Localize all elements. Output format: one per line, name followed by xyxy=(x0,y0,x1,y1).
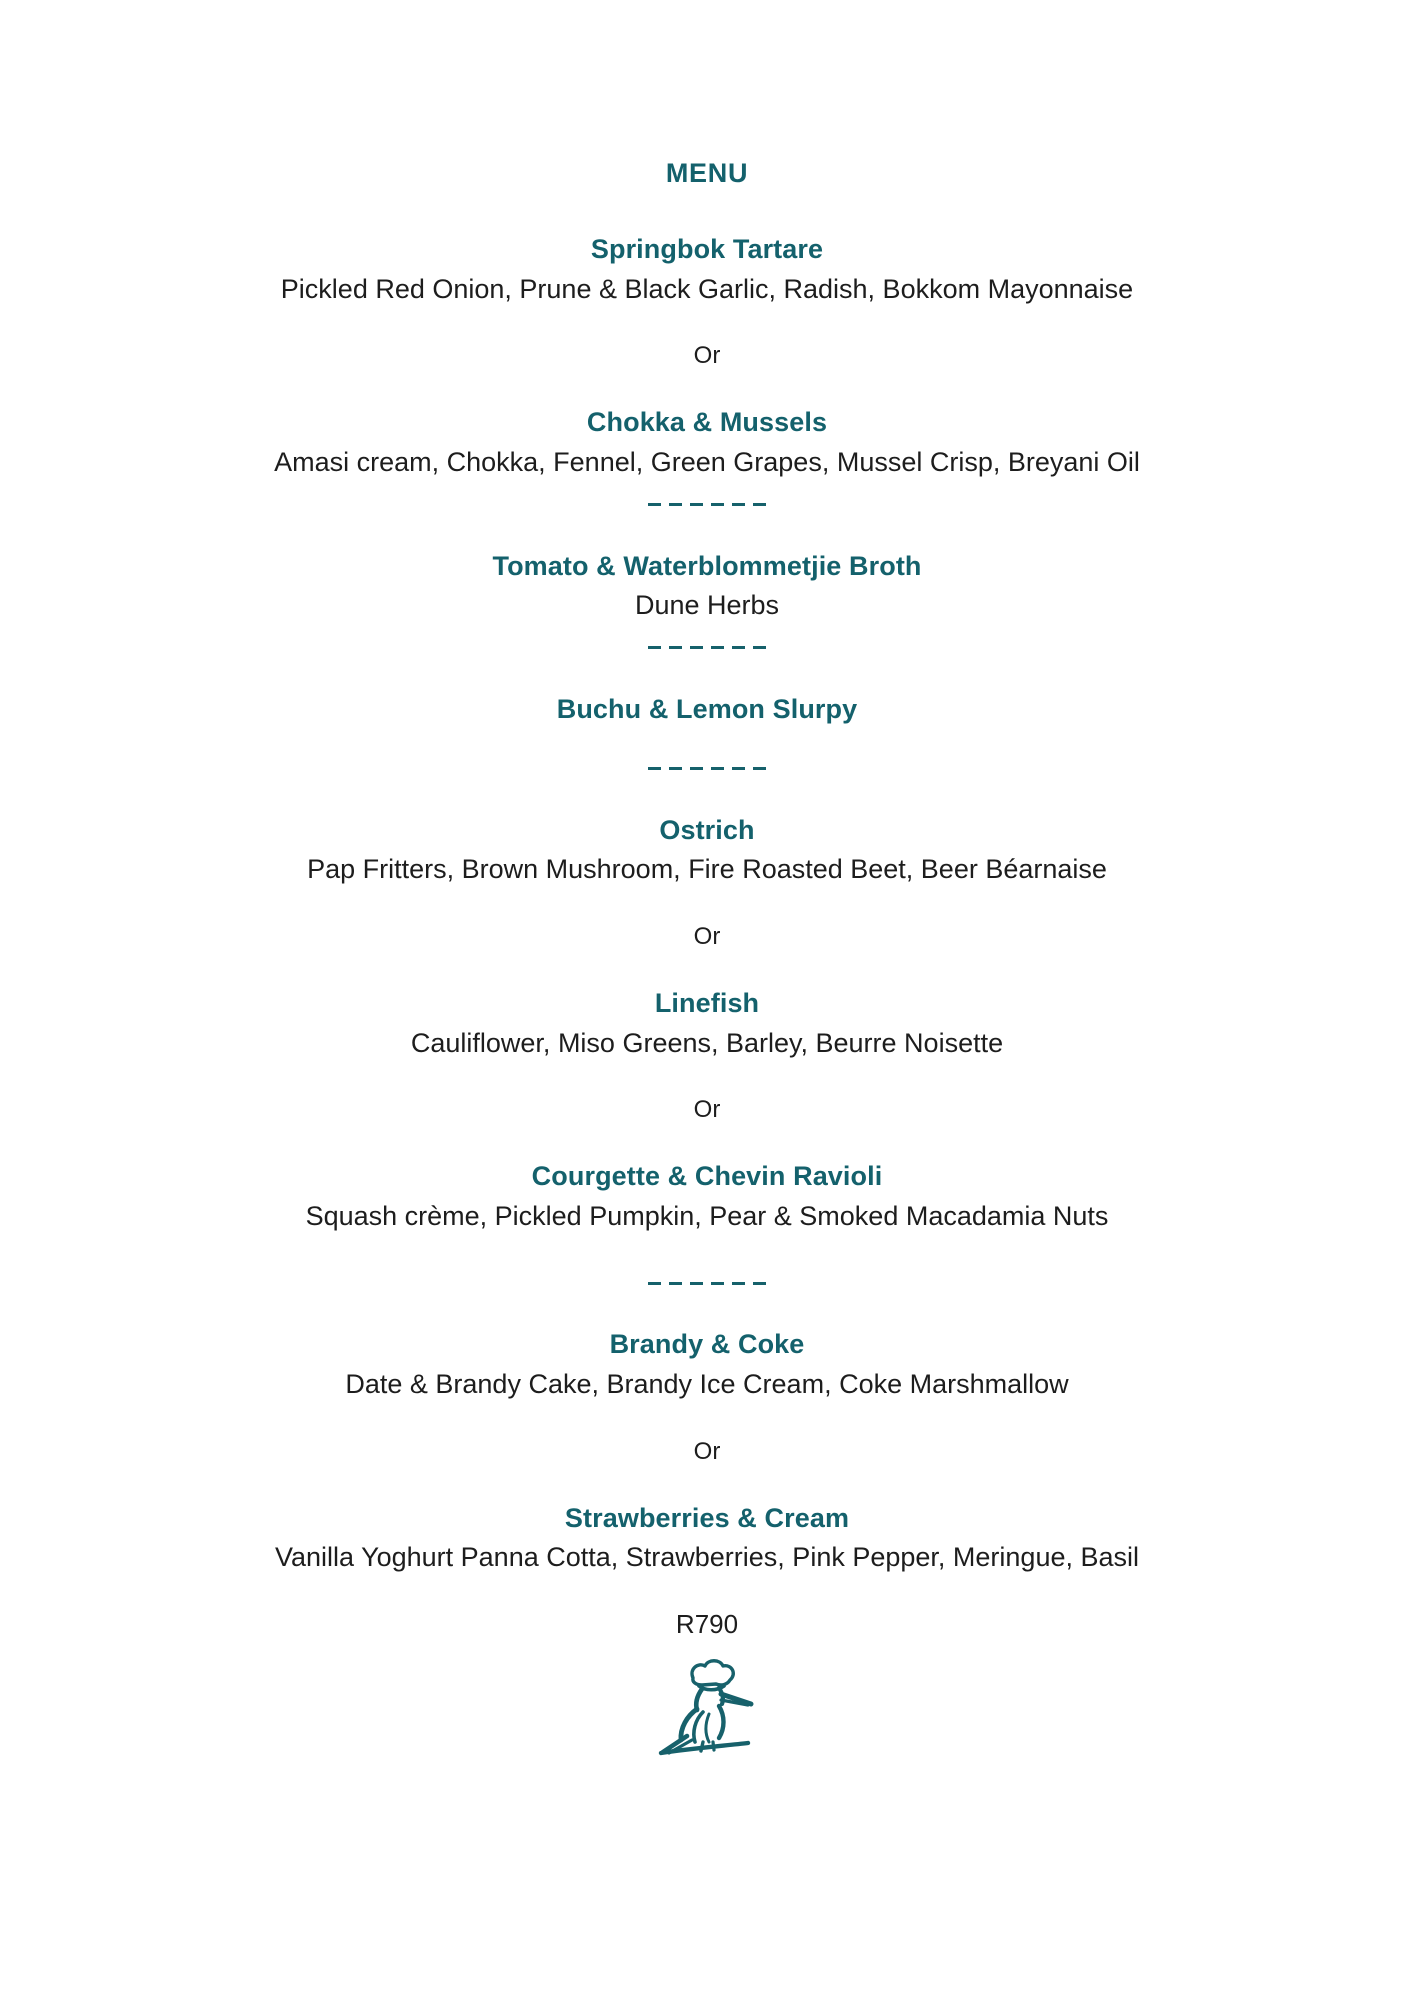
dish-tomato-waterblommetjie-broth xyxy=(120,551,1294,622)
spacer xyxy=(120,1640,1294,1654)
chef-bird-icon xyxy=(647,1654,767,1759)
divider-dash xyxy=(711,646,724,649)
divider-dash xyxy=(690,767,703,770)
spacer xyxy=(120,1401,1294,1438)
dish-description: Amasi cream, Chokka, Fennel, Green Grapes, Mussel Crisp, Breyani Oil xyxy=(274,447,1140,478)
or-separator: Or xyxy=(693,1437,721,1465)
spacer xyxy=(120,886,1294,923)
dish-name: Springbok Tartare xyxy=(590,234,824,264)
dish-brandy-coke xyxy=(120,1329,1294,1400)
divider-dash xyxy=(669,1282,682,1285)
dish-name: Ostrich xyxy=(659,814,755,845)
divider-dash xyxy=(732,1282,745,1285)
spacer xyxy=(120,951,1294,988)
course-soup xyxy=(120,551,1294,622)
menu-price: R790 xyxy=(675,1608,739,1639)
divider-dash xyxy=(648,1282,661,1285)
dish-description: Squash crème, Pickled Pumpkin, Pear & Smoked Macadamia Nuts xyxy=(305,1200,1109,1231)
restaurant-logo xyxy=(120,1654,1294,1759)
course-divider xyxy=(120,1270,1294,1296)
spacer xyxy=(120,1574,1294,1609)
dish-name: Buchu & Lemon Slurpy xyxy=(556,693,858,724)
divider-dash xyxy=(669,767,682,770)
dish-description: Pickled Red Onion, Prune & Black Garlic, Radish, Bokkom Mayonnaise xyxy=(280,273,1134,304)
or-separator: Or xyxy=(693,342,721,370)
dish-name: Brandy & Coke xyxy=(609,1329,805,1360)
divider-dash xyxy=(753,503,766,506)
dish-name: Chokka & Mussels xyxy=(586,407,828,438)
page-title: MENU xyxy=(665,158,749,188)
course-starter xyxy=(120,234,1294,479)
dish-description: Pap Fritters, Brown Mushroom, Fire Roasted Beet, Beer Béarnaise xyxy=(307,854,1107,885)
divider-dash xyxy=(648,503,661,506)
divider-dash xyxy=(669,646,682,649)
divider-dash xyxy=(732,767,745,770)
dish-courgette-chevin-ravioli xyxy=(120,1161,1294,1232)
course-dessert xyxy=(120,1329,1294,1574)
dish-chokka-mussels xyxy=(120,407,1294,478)
divider-dash xyxy=(753,1282,766,1285)
dish-name: Courgette & Chevin Ravioli xyxy=(531,1161,883,1192)
dish-description: Cauliflower, Miso Greens, Barley, Beurre Noisette xyxy=(410,1027,1004,1058)
spacer xyxy=(120,1232,1294,1270)
divider-dash xyxy=(753,646,766,649)
spacer xyxy=(120,518,1294,551)
divider-dash xyxy=(711,1282,724,1285)
spacer xyxy=(120,1124,1294,1161)
dish-description: Vanilla Yoghurt Panna Cotta, Strawberries, Pink Pepper, Meringue, Basil xyxy=(275,1542,1139,1573)
dish-strawberries-cream xyxy=(120,1503,1294,1574)
dish-name: Linefish xyxy=(654,987,760,1018)
spacer xyxy=(120,479,1294,492)
dish-name: Strawberries & Cream xyxy=(564,1502,850,1533)
divider-dash xyxy=(711,503,724,506)
course-palate-cleanser xyxy=(120,694,1294,726)
spacer xyxy=(120,1466,1294,1503)
or-separator: Or xyxy=(693,1096,721,1124)
spacer xyxy=(120,726,1294,756)
course-divider xyxy=(120,756,1294,782)
spacer xyxy=(120,370,1294,407)
divider-dash xyxy=(690,503,703,506)
dish-description: Dune Herbs xyxy=(634,590,780,621)
dish-description: Date & Brandy Cake, Brandy Ice Cream, Coke Marshmallow xyxy=(345,1369,1069,1400)
dish-name: Tomato & Waterblommetjie Broth xyxy=(492,550,922,581)
divider-dash xyxy=(648,767,661,770)
course-divider xyxy=(120,635,1294,661)
divider-dash xyxy=(648,646,661,649)
divider-dash xyxy=(690,646,703,649)
course-main xyxy=(120,815,1294,1233)
spacer xyxy=(120,1296,1294,1329)
spacer xyxy=(120,622,1294,635)
spacer xyxy=(120,305,1294,342)
dish-springbok-tartare xyxy=(120,234,1294,305)
dish-buchu-lemon-slurpy xyxy=(120,694,1294,726)
divider-dash xyxy=(732,503,745,506)
dish-linefish xyxy=(120,988,1294,1059)
dish-ostrich xyxy=(120,815,1294,886)
divider-dash xyxy=(732,646,745,649)
divider-dash xyxy=(711,767,724,770)
course-divider xyxy=(120,492,1294,518)
divider-dash xyxy=(669,503,682,506)
or-separator: Or xyxy=(693,922,721,950)
spacer xyxy=(120,1059,1294,1096)
spacer xyxy=(120,661,1294,694)
spacer xyxy=(120,189,1294,234)
divider-dash xyxy=(753,767,766,770)
divider-dash xyxy=(690,1282,703,1285)
spacer xyxy=(120,782,1294,815)
